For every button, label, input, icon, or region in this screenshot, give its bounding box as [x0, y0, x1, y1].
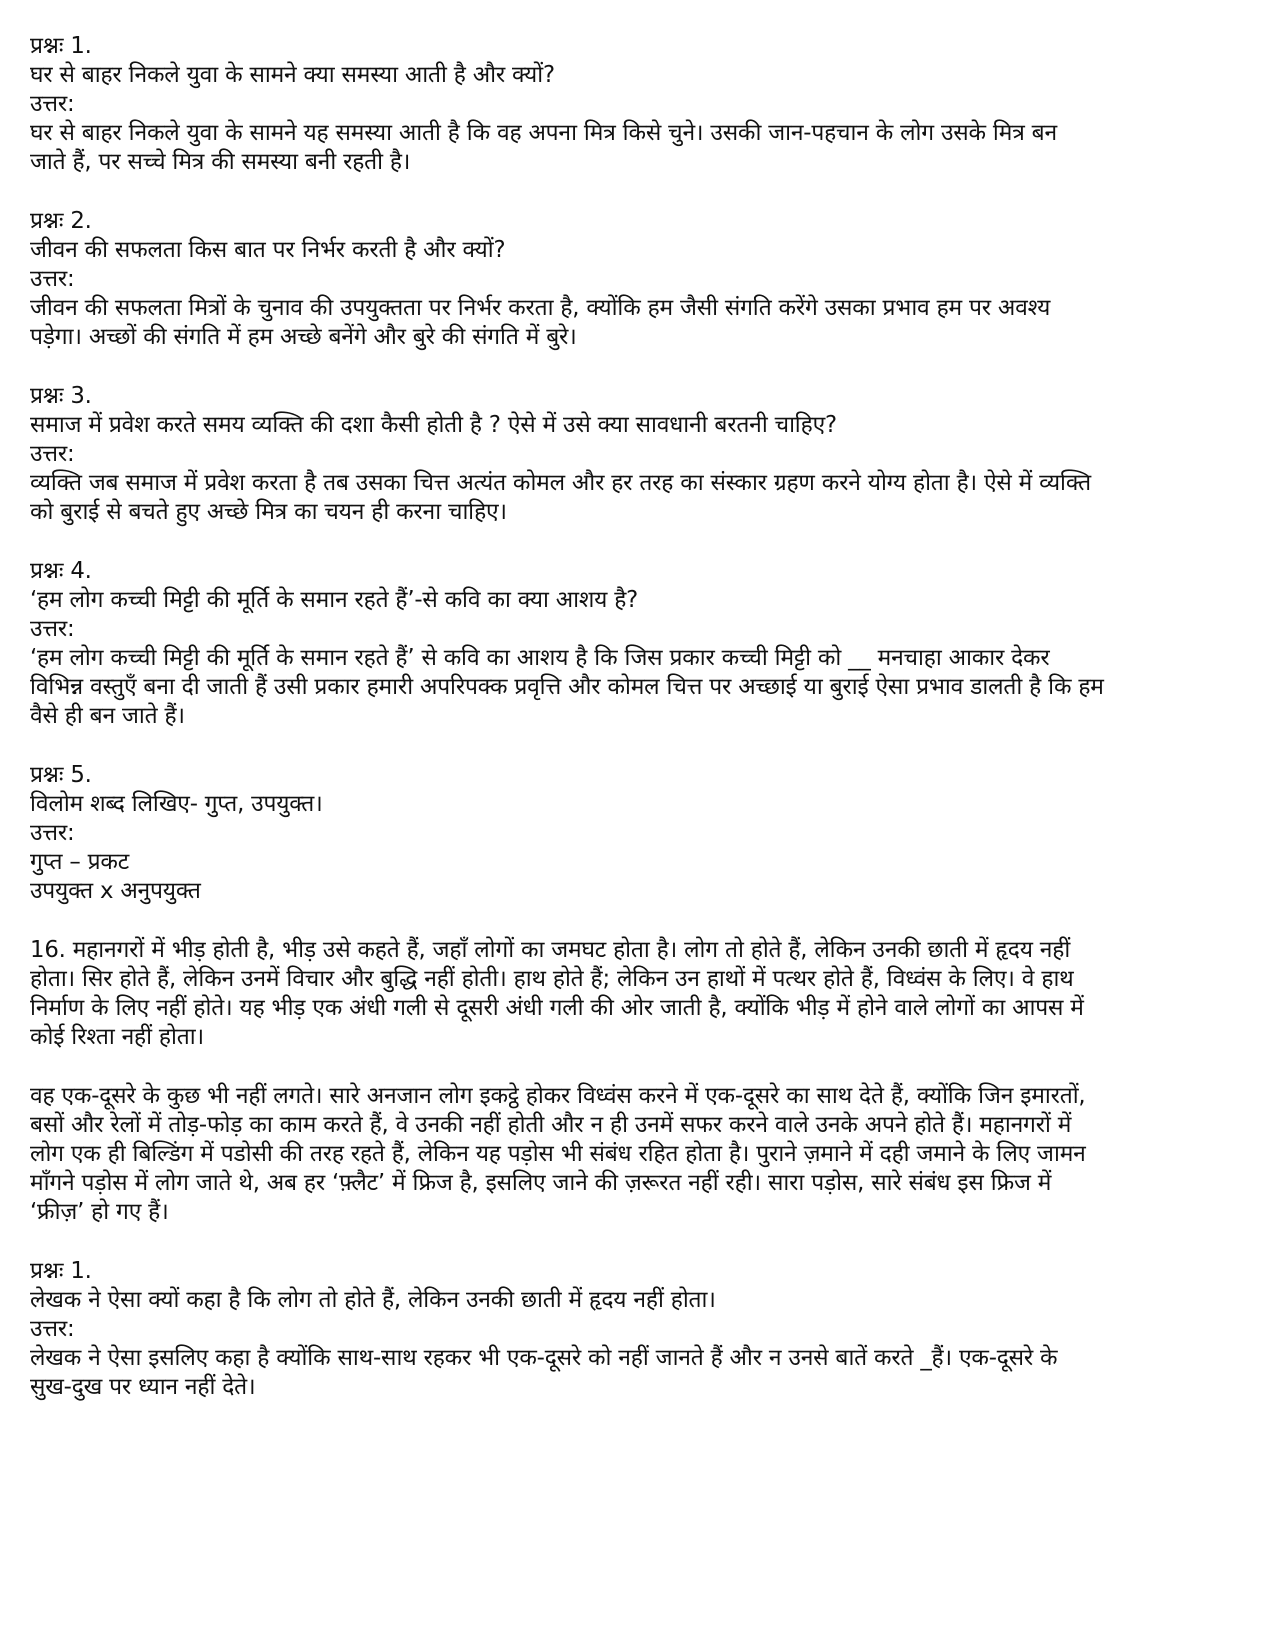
question-block-1 — [30, 32, 1255, 177]
passage-paragraph-1 — [30, 936, 1255, 1052]
passage-line: माँगने पड़ोस में लोग जाते थे, अब हर ‘फ़्लैट’ में फ्रिज है, इसलिए जाने की ज़रूरत नहीं रही। सारा पड़ोस, सारे संबंध इस फ्रिज में — [30, 1170, 1052, 1196]
question-text: ‘हम लोग कच्ची मिट्टी की मूर्ति के समान रहते हैं’-से कवि का क्या आशय है? — [30, 587, 639, 613]
question-number: प्रश्नः 5. — [30, 762, 92, 788]
spacer — [30, 906, 1255, 936]
question-text: विलोम शब्द लिखिए- गुप्त, उपयुक्त। — [30, 791, 323, 817]
question-block-3 — [30, 382, 1255, 527]
spacer — [30, 352, 1255, 382]
spacer — [30, 1227, 1255, 1257]
question-number: प्रश्नः 4. — [30, 558, 92, 584]
answer-line: को बुराई से बचते हुए अच्छे मित्र का चयन ही करना चाहिए। — [30, 499, 507, 525]
answer-label: उत्तर: — [30, 266, 75, 292]
answer-label: उत्तर: — [30, 616, 75, 642]
question-number: प्रश्नः 1. — [30, 33, 92, 59]
passage-line: कोई रिश्ता नहीं होता। — [30, 1024, 204, 1050]
answer-line: सुख-दुख पर ध्यान नहीं देते। — [30, 1374, 256, 1400]
question-block-2 — [30, 207, 1255, 352]
answer-label: उत्तर: — [30, 441, 75, 467]
passage-question-block-1 — [30, 1257, 1255, 1402]
spacer — [30, 731, 1255, 761]
question-number: प्रश्नः 3. — [30, 383, 92, 409]
answer-line: विभिन्न वस्तुएँ बना दी जाती हैं उसी प्रकार हमारी अपरिपक्क प्रवृत्ति और कोमल चित्त पर अच्छाई या बुराई ऐसा प्रभाव डालती है कि हम — [30, 674, 1104, 700]
question-text: समाज में प्रवेश करते समय व्यक्ति की दशा कैसी होती है ? ऐसे में उसे क्या सावधानी बरतनी चाहिए? — [30, 412, 837, 438]
answer-line: जाते हैं, पर सच्चे मित्र की समस्या बनी रहती है। — [30, 149, 411, 175]
answer-line: लेखक ने ऐसा इसलिए कहा है क्योंकि साथ-साथ रहकर भी एक-दूसरे को नहीं जानते हैं और न उनसे बातें करते _हैं। एक-दूसरे के — [30, 1345, 1058, 1371]
answer-line: व्यक्ति जब समाज में प्रवेश करता है तब उसका चित्त अत्यंत कोमल और हर तरह का संस्कार ग्रहण करने योग्य होता है। ऐसे में व्यक्ति — [30, 470, 1091, 496]
answer-label: उत्तर: — [30, 820, 75, 846]
passage-line: ‘फ्रीज़’ हो गए हैं। — [30, 1199, 169, 1225]
answer-label: उत्तर: — [30, 91, 75, 117]
question-text: जीवन की सफलता किस बात पर निर्भर करती है और क्यों? — [30, 237, 506, 263]
spacer — [30, 177, 1255, 207]
passage-line: होता। सिर होते हैं, लेकिन उनमें विचार और बुद्धि नहीं होती। हाथ होते हैं; लेकिन उन हाथों में पत्थर होते हैं, विध्वंस के लिए। वे हाथ — [30, 966, 1074, 992]
question-number: प्रश्नः 2. — [30, 208, 92, 234]
passage-line: बसों और रेलों में तोड़-फोड़ का काम करते हैं, वे उनकी नहीं होती और न ही उनमें सफर करने वाले उनके अपने होते हैं। महानगरों में — [30, 1112, 1072, 1138]
question-text: घर से बाहर निकले युवा के सामने क्या समस्या आती है और क्यों? — [30, 62, 555, 88]
passage-line: वह एक-दूसरे के कुछ भी नहीं लगते। सारे अनजान लोग इकट्ठे होकर विध्वंस करने में एक-दूसरे का साथ देते हैं, क्योंकि जिन इमारतों, — [30, 1083, 1086, 1109]
answer-line: गुप्त – प्रकट — [30, 849, 129, 875]
answer-line: उपयुक्त x अनुपयुक्त — [30, 878, 201, 904]
answer-line: ‘हम लोग कच्ची मिट्टी की मूर्ति के समान रहते हैं’ से कवि का आशय है कि जिस प्रकार कच्ची मिट्टी को __ मनचाहा आकार देकर — [30, 645, 1050, 671]
answer-label: उत्तर: — [30, 1316, 75, 1342]
question-number: प्रश्नः 1. — [30, 1258, 92, 1284]
answer-line: घर से बाहर निकले युवा के सामने यह समस्या आती है कि वह अपना मित्र किसे चुने। उसकी जान-पहचान के लोग उसके मित्र बन — [30, 120, 1057, 146]
answer-line: पड़ेगा। अच्छों की संगति में हम अच्छे बनेंगे और बुरे की संगति में बुरे। — [30, 324, 577, 350]
passage-paragraph-2 — [30, 1082, 1255, 1227]
answer-line: जीवन की सफलता मित्रों के चुनाव की उपयुक्तता पर निर्भर करता है, क्योंकि हम जैसी संगति करेंगे उसका प्रभाव हम पर अवश्य — [30, 295, 1051, 321]
passage-line: 16. महानगरों में भीड़ होती है, भीड़ उसे कहते हैं, जहाँ लोगों का जमघट होता है। लोग तो होते हैं, लेकिन उनकी छाती में हृदय नहीं — [30, 937, 1071, 963]
passage-line: निर्माण के लिए नहीं होते। यह भीड़ एक अंधी गली से दूसरी अंधी गली की ओर जाती है, क्योंकि भीड़ में होने वाले लोगों का आपस में — [30, 995, 1084, 1021]
document-page — [30, 32, 1255, 1402]
answer-line: वैसे ही बन जाते हैं। — [30, 703, 185, 729]
spacer — [30, 1052, 1255, 1082]
question-block-5 — [30, 761, 1255, 906]
question-block-4 — [30, 557, 1255, 731]
spacer — [30, 527, 1255, 557]
question-text: लेखक ने ऐसा क्यों कहा है कि लोग तो होते हैं, लेकिन उनकी छाती में हृदय नहीं होता। — [30, 1287, 716, 1313]
passage-line: लोग एक ही बिल्डिंग में पडोसी की तरह रहते हैं, लेकिन यह पड़ोस भी संबंध रहित होता है। पुराने ज़माने में दही जमाने के लिए जामन — [30, 1141, 1086, 1167]
